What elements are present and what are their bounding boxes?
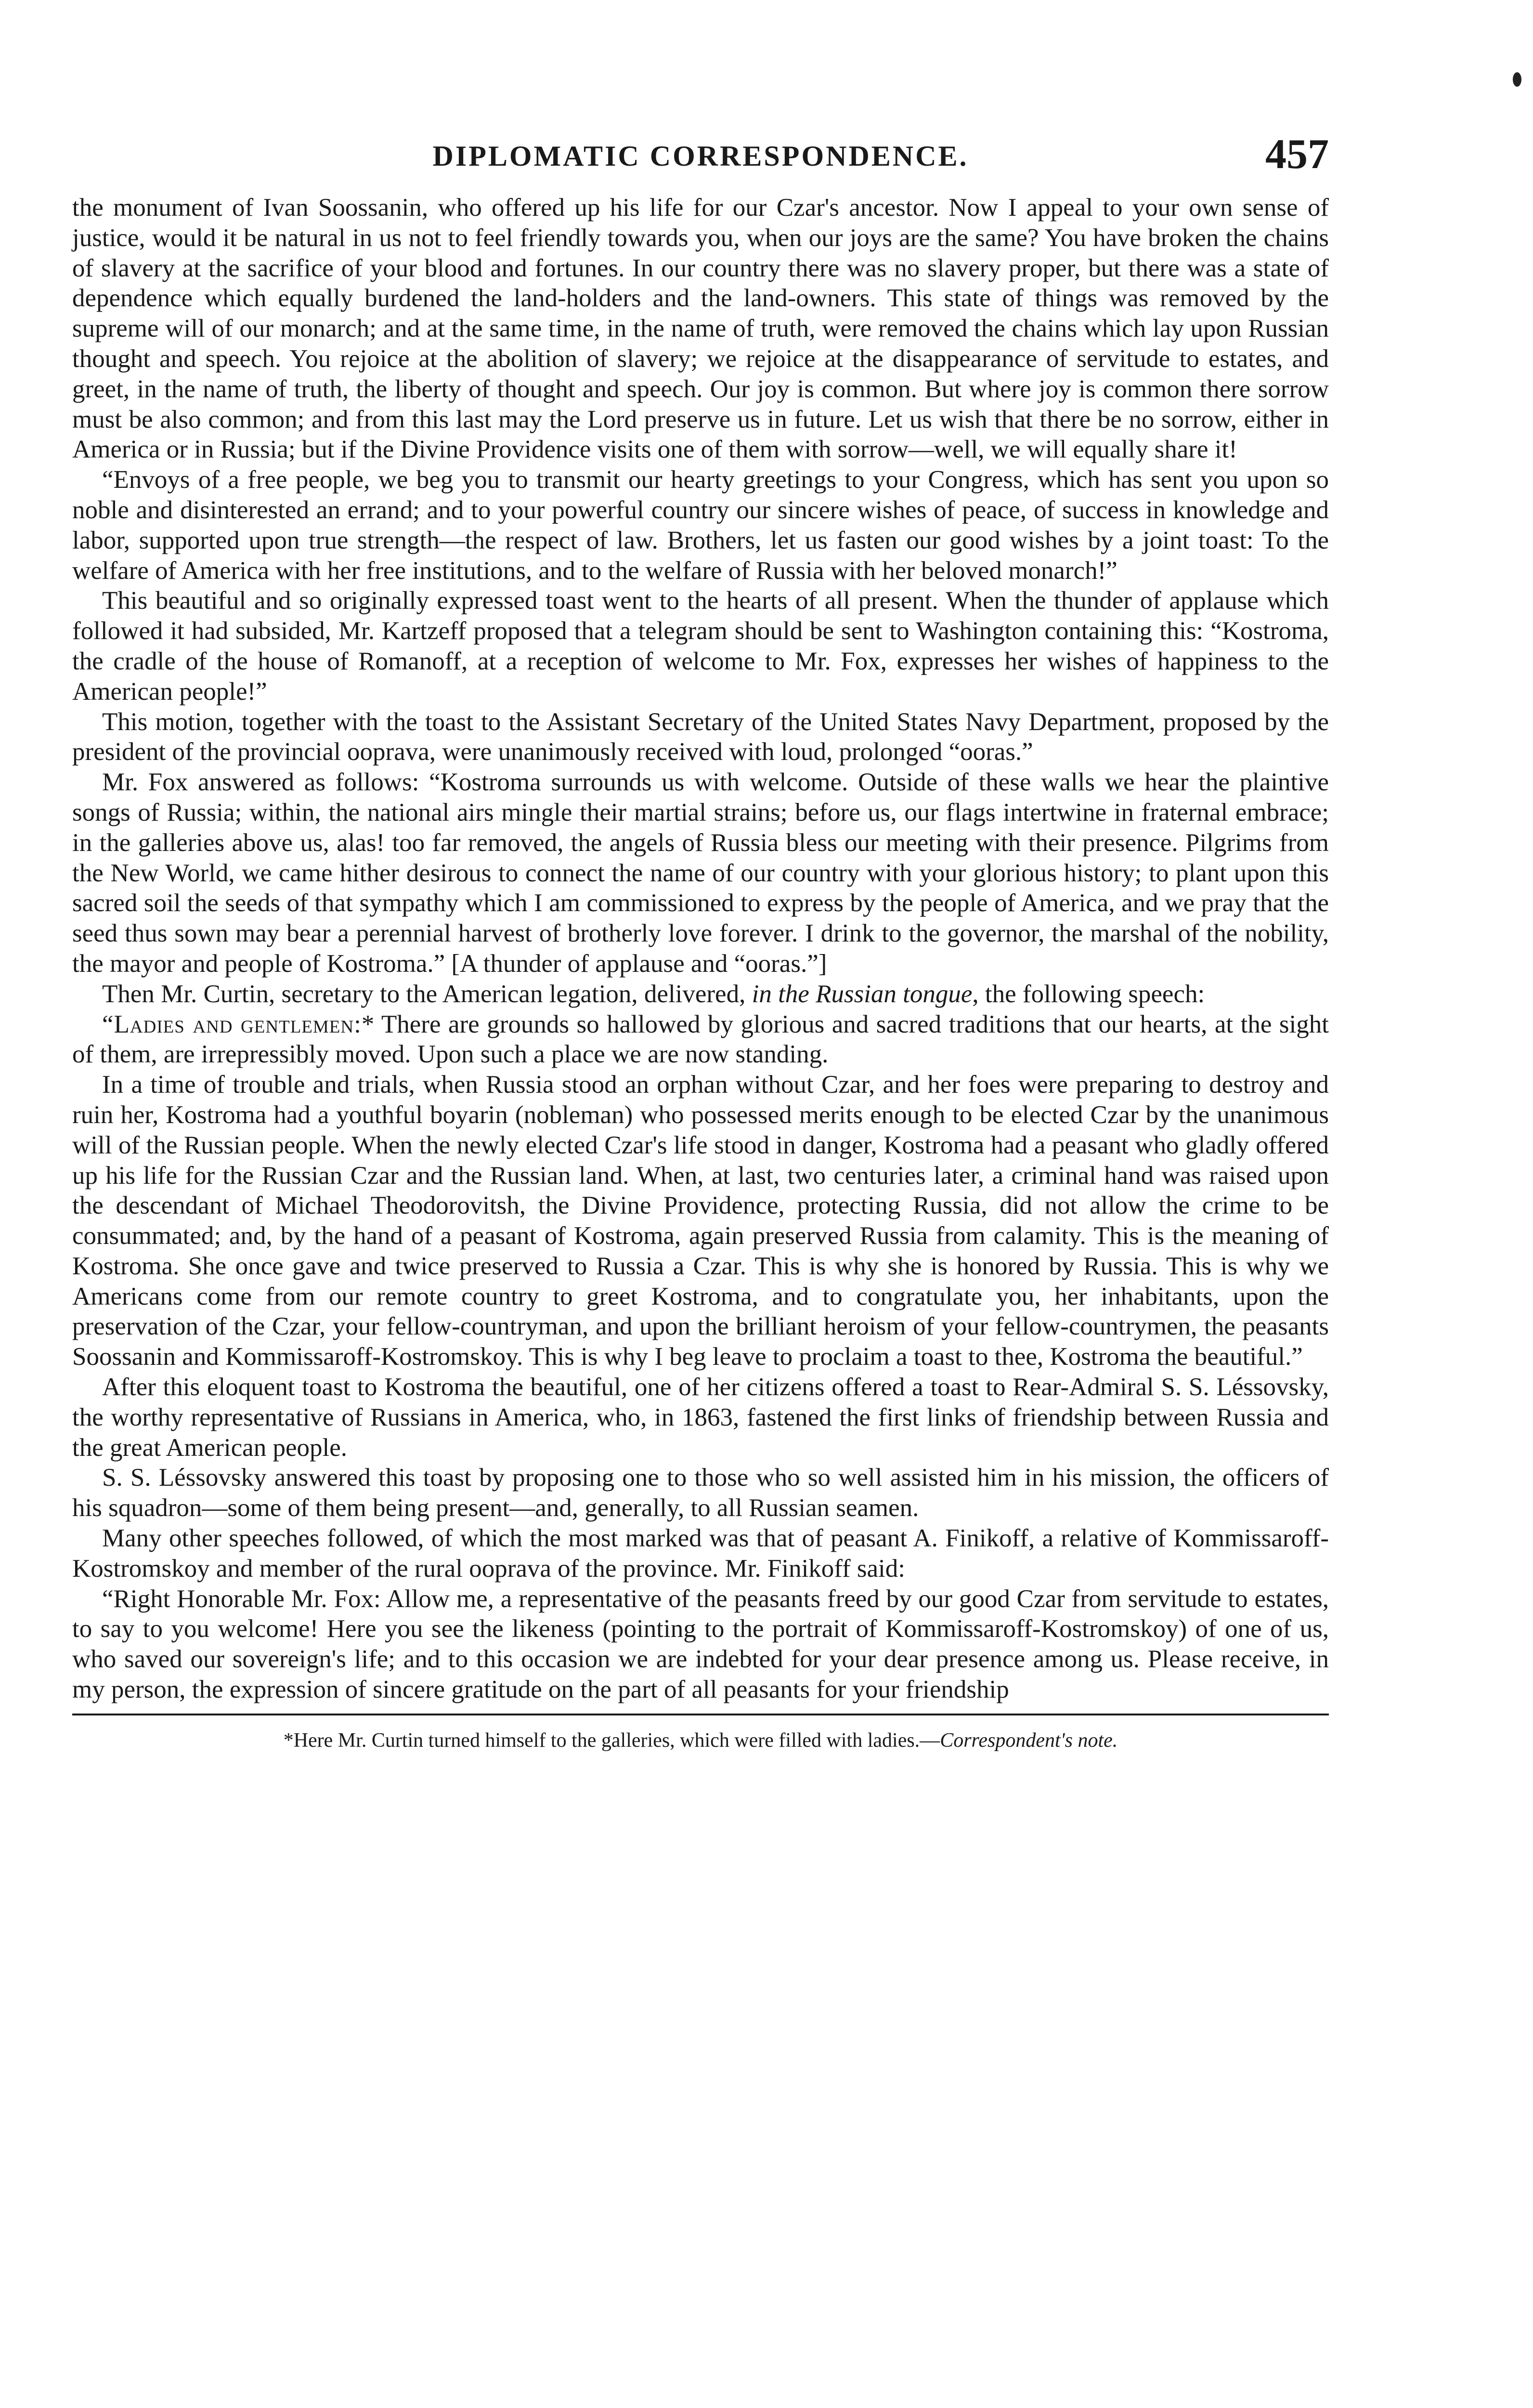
margin-ink-mark (1513, 72, 1521, 87)
footnote-text: *Here Mr. Curtin turned himself to the galleries, which were filled with ladies.— (283, 1729, 940, 1752)
page-number: 457 (1265, 131, 1329, 178)
paragraph-fox-answer: Mr. Fox answered as follows: “Kostroma surrounds us with welcome. Outside of these walls we hear the plaintive songs of Russia; within, the national airs mingle their martial strains; before us, our flags intertwine in fraternal embrace; in the galleries above us, alas! too far removed, the angels of Russia bless our meeting with their presence. Pilgrims from the New World, we came hither desirous to connect the name of our country with your glorious history; to plant upon this sacred soil the seeds of that sympathy which I am commissioned to express by the people of America, and we pray that the seed thus sown may bear a perennial harvest of brotherly love forever. I drink to the governor, the marshal of the nobility, the mayor and people of Kostroma.” [A thunder of applause and “ooras.”] (72, 768, 1329, 978)
speech-salutation: “Ladies and gentlemen: (102, 1010, 362, 1038)
footnote-divider (72, 1714, 1329, 1715)
curtin-intro-before: Then Mr. Curtin, secretary to the American legation, delivered, (102, 980, 752, 1008)
paragraph-curtin-speech-opening (72, 1009, 1329, 1070)
paragraph-lessovsky-answer: S. S. Léssovsky answered this toast by proposing one to those who so well assisted him in his mission, the officers of his squadron—some of them being present—and, generally, to all Russian seamen. (72, 1464, 1329, 1522)
body-text (72, 193, 1329, 1705)
paragraph-toast-telegram: This beautiful and so originally expressed toast went to the hearts of all present. When the thunder of applause which followed it had subsided, Mr. Kartzeff proposed that a telegram should be sent to Washington containing this: “Kostroma, the cradle of the house of Romanoff, at a reception of welcome to Mr. Fox, expresses her wishes of happiness to the American people!” (72, 587, 1329, 706)
paragraph-soossanin-monument: the monument of Ivan Soossanin, who offered up his life for our Czar's ancestor. Now I appeal to your own sense of justice, would it be natural in us not to feel friendly towards you, when our joys are the same? You have broken the chains of slavery at the sacrifice of your blood and fortunes. In our country there was no slavery proper, but there was a state of dependence which equally burdened the land-holders and the land-owners. This state of things was removed by the supreme will of our monarch; and at the same time, in the name of truth, were removed the chains which lay upon Russian thought and speech. You rejoice at the abolition of slavery; we rejoice at the disappearance of servitude to estates, and greet, in the name of truth, the liberty of thought and speech. Our joy is common. But where joy is common there sorrow must be also common; and from this last may the Lord preserve us in future. Let us wish that there be no sorrow, either in America or in Russia; but if the Divine Providence visits one of them with sorrow—well, we will equally share it! (72, 194, 1329, 464)
paragraph-motion-received: This motion, together with the toast to the Assistant Secretary of the United States Navy Department, proposed by the president of the provincial ooprava, were unanimously received with loud, prolonged “ooras.” (72, 707, 1329, 766)
paragraph-kostroma-history: In a time of trouble and trials, when Russia stood an orphan without Czar, and her foes were preparing to destroy and ruin her, Kostroma had a youthful boyarin (nobleman) who possessed merits enough to be elected Czar by the unanimous will of the Russian people. When the newly elected Czar's life stood in danger, Kostroma had a peasant who gladly offered up his life for the Russian Czar and the Russian land. When, at last, two centuries later, a criminal hand was raised upon the descendant of Michael Theodorovitsh, the Divine Providence, protecting Russia, did not allow the crime to be consummated; and, by the hand of a peasant of Kostroma, again preserved Russia from calamity. This is the meaning of Kostroma. She once gave and twice preserved to Russia a Czar. This is why she is honored by Russia. This is why we Americans come from our remote country to greet Kostroma, and to congratulate you, her inhabitants, upon the preservation of the Czar, your fellow-countryman, and upon the brilliant heroism of your fellow-countrymen, the peasants Soossanin and Kommissaroff-Kostromskoy. This is why I beg leave to proclaim a toast to thee, Kostroma the beautiful.” (72, 1071, 1329, 1371)
paragraph-finikoff-intro: Many other speeches followed, of which the most marked was that of peasant A. Finikoff, a relative of Kommissaroff-Kostromskoy and member of the rural ooprava of the province. Mr. Finikoff said: (72, 1524, 1329, 1583)
paragraph-envoys-greeting: “Envoys of a free people, we beg you to transmit our hearty greetings to your Congress, which has sent you upon so noble and disinterested an errand; and to your powerful country our sincere wishes of peace, of success in knowledge and labor, supported upon true strength—the respect of law. Brothers, let us fasten our good wishes by a joint toast: To the welfare of America with her free institutions, and to the welfare of Russia with her beloved monarch!” (72, 466, 1329, 585)
page (72, 130, 1329, 2408)
footnote-attribution: Correspondent's note. (940, 1729, 1118, 1752)
paragraph-lessovsky-toast: After this eloquent toast to Kostroma the beautiful, one of her citizens offered a toast to Rear-Admiral S. S. Léssovsky, the worthy representative of Russians in America, who, in 1863, fastened the first links of friendship between Russia and the great American people. (72, 1373, 1329, 1462)
running-title: DIPLOMATIC CORRESPONDENCE. (432, 140, 969, 172)
paragraph-finikoff-speech: “Right Honorable Mr. Fox: Allow me, a representative of the peasants freed by our good Czar from servitude to estates, to say to you welcome! Here you see the likeness (pointing to the portrait of Kommissaroff-Kostromskoy) of one of us, who saved our sovereign's life; and to this occasion we are indebted for your dear presence among us. Please receive, in my person, the expression of sincere gratitude on the part of all peasants for your friendship (72, 1584, 1329, 1704)
paragraph-curtin-intro (72, 979, 1329, 1009)
speech-opening-text: There are grounds so hallowed by glorious and sacred traditions that our hearts, at the sight of them, are irrepressibly moved. Upon such a place we are now standing. (72, 1010, 1329, 1069)
curtin-intro-emphasis: in the Russian tongue (752, 980, 973, 1008)
curtin-intro-after: , the following speech: (972, 980, 1205, 1008)
footnote (72, 1728, 1329, 1753)
footnote-marker: * (361, 1010, 375, 1038)
page-header (72, 130, 1329, 193)
